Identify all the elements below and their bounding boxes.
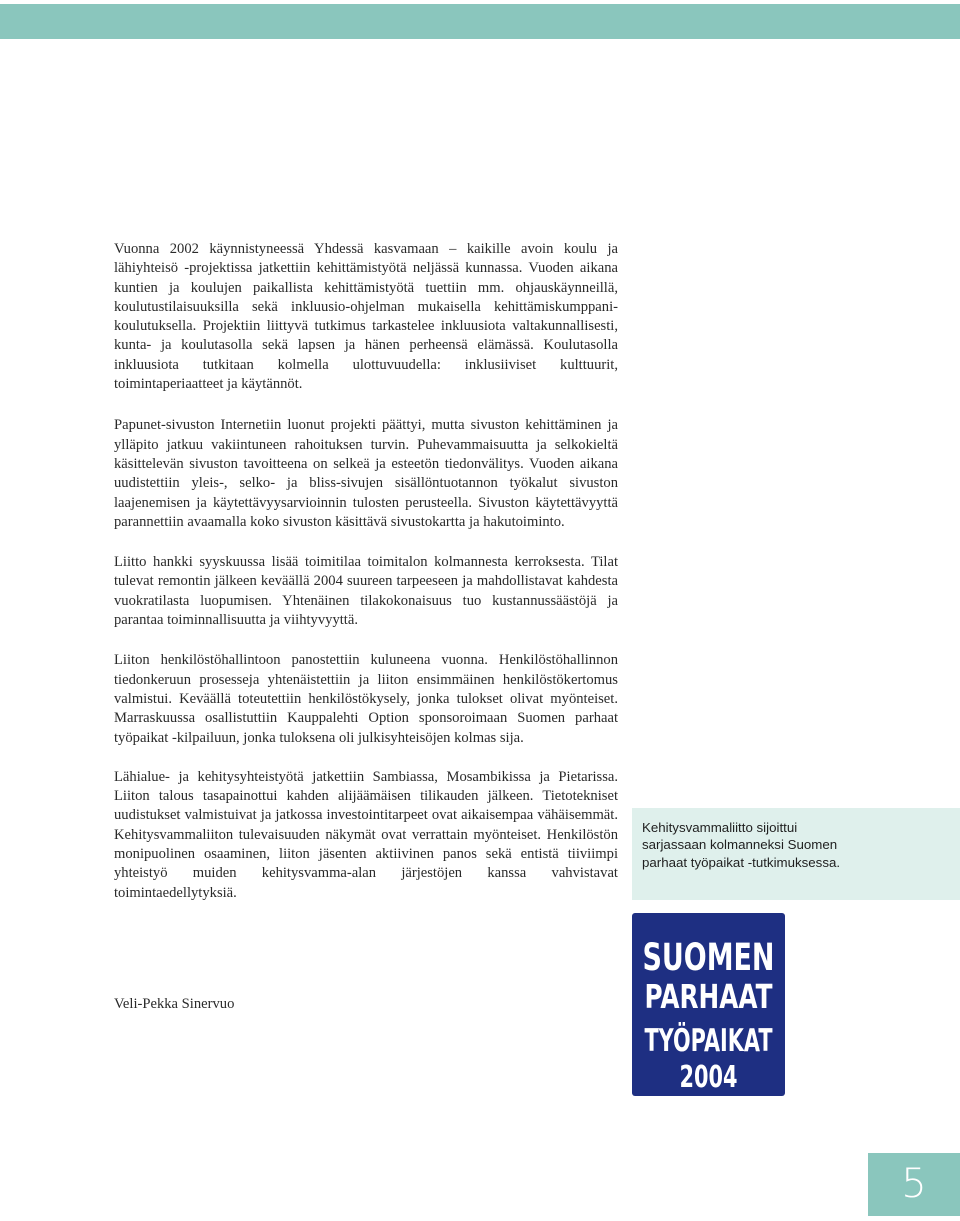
logo-line-4: 2004	[679, 1060, 738, 1095]
top-accent-band	[0, 4, 960, 39]
logo-line-2: PARHAAT	[644, 977, 773, 1016]
page-number-box	[868, 1153, 960, 1216]
signature: Veli-Pekka Sinervuo	[114, 996, 235, 1012]
main-text	[114, 240, 618, 923]
paragraph-inclusion-project: Vuonna 2002 käynnistyneessä Yhdessä kasvamaan – kaikille avoin koulu ja lähiyhteisö -projektissa jatkettiin kehittämistyötä neljässä kunnassa. Vuoden aikana kuntien ja koulujen paikallista kehittämistyötä tuettiin mm. ohjauskäynneillä, koulutustilaisuuksilla sekä inkluusio-ohjelman mukaisella kehittämiskumppani-koulutuksella. Projektiin liittyvä tutkimus tarkastelee inkluusiota valtakunnallisesti, kunta- ja koulutasolla sekä lapsen ja hänen perheensä elämässä. Koulutasolla inkluusiota tutkitaan kolmella ulottuvuudella: inklusiiviset kulttuurit, toimintaperiaatteet ja käytännöt.	[114, 241, 618, 393]
page-number: 5	[901, 1161, 927, 1207]
paragraph-office-space: Liitto hankki syyskuussa lisää toimitilaa toimitalon kolmannesta kerroksesta. Tilat tulevat remontin jälkeen keväällä 2004 suureen tarpeeseen ja mahdollistavat kahdesta vuokratilasta luopumisen. Yhtenäinen tilakokonaisuus tuo kustannussäästöjä ja parantaa toiminnallisuutta ja viihtyvyyttä.	[114, 554, 618, 629]
paragraph-papunet: Papunet-sivuston Internetiin luonut projekti päättyi, mutta sivuston kehittäminen ja ylläpito jatkuu vakiintuneen rahoituksen turvin. Puhevammaisuutta ja selkokieltä käsittelevän sivuston tavoitteena on selkeä ja esteetön tiedonvälitys. Vuoden aikana uudistettiin yleis-, selko- ja bliss-sivujen sisällöntuotannon työkalut sivuston laajenemisen ja käytettävyysarvioinnin tulosten perusteella. Sivuston käytettävyyttä parannettiin avaamalla koko sivuston käsittävä sivustokartta ja hakutoiminto.	[114, 417, 618, 530]
sidebar-highlight	[632, 808, 960, 900]
sidebar-caption: Kehitysvammaliitto sijoittui sarjassaan kolmanneksi Suomen parhaat työpaikat -tutkimuksessa.	[642, 820, 841, 870]
logo-graphic	[632, 913, 836, 1096]
suomen-parhaat-tyopaikat-logo	[632, 913, 836, 1096]
logo-line-1: SUOMEN	[642, 936, 775, 979]
paragraph-cooperation: Lähialue- ja kehitysyhteistyötä jatkettiin Sambiassa, Mosambikissa ja Pietarissa. Liiton talous tasapainottui kahden alijäämäisen tilikauden jälkeen. Tietotekniset uudistukset valmistuivat ja jatkossa investointitarpeet ovat aikaisempaa vähäisemmät. Kehitysvammaliiton tulevaisuuden näkymät ovat verrattain myönteiset. Henkilöstön monipuolinen osaaminen, liiton jäsenten aktiivinen panos sekä entistä tiiviimpi yhteistyö muiden kehitysvamma-alan järjestöjen kanssa vahvistavat toimintaedellytyksiä.	[114, 768, 618, 901]
logo-line-3: TYÖPAIKAT	[644, 1023, 836, 1059]
paragraph-personnel: Liiton henkilöstöhallintoon panostettiin kuluneena vuonna. Henkilöstöhallinnon tiedonkeruun prosesseja yhtenäistettiin ja liiton ensimmäinen henkilöstökertomus valmistui. Keväällä toteutettiin henkilöstökysely, jonka tulokset olivat myönteiset. Marraskuussa osallistuttiin Kauppalehti Option sponsoroimaan Suomen parhaat työpaikat -kilpailuun, jonka tuloksena oli julkisyhteisöjen kolmas sija.	[114, 652, 618, 746]
